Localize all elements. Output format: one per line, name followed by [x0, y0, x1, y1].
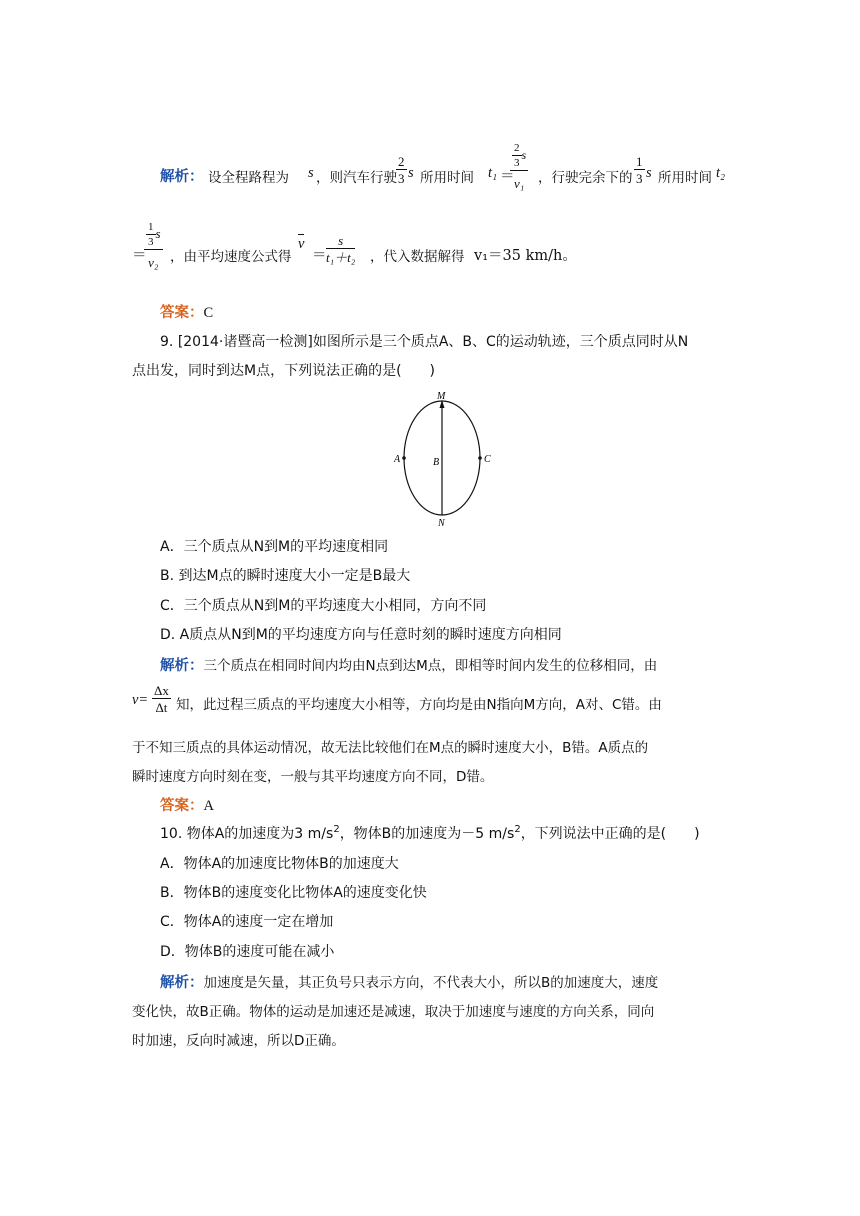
q9-option-b: B. 到达M点的瞬时速度大小一定是B最大	[160, 568, 411, 584]
var-s: s	[408, 165, 414, 181]
fraction-t2	[144, 222, 163, 269]
analysis-text: ，行驶完余下的	[538, 170, 633, 186]
q9-option-d: D. A质点从N到M的平均速度方向与任意时刻的瞬时速度方向相同	[160, 627, 562, 643]
trajectory-diagram	[378, 388, 508, 528]
analysis-label: 解析：	[160, 975, 204, 991]
analysis-text: 加速度是矢量，其正负号只表示方向，不代表大小，所以B的加速度大，速度	[203, 975, 659, 991]
point-a-dot	[402, 456, 406, 460]
superscript: 2	[514, 824, 521, 835]
q9-option-a: A．三个质点从N到M的平均速度相同	[160, 539, 389, 555]
var-v1: v₁	[513, 176, 525, 191]
question-stem: 10. 物体A的加速度为3 m/s	[160, 826, 334, 842]
var-t2: t₂	[716, 165, 726, 181]
question-stem: ，下列说法中正确的是( )	[520, 826, 700, 842]
q9-analysis-line1	[160, 654, 657, 675]
fraction-t1	[510, 143, 528, 190]
var-t1: t₁	[488, 165, 498, 181]
frac-den: Δt	[155, 700, 168, 715]
analysis-text: 所用时间	[420, 170, 474, 186]
frac-den: 3	[398, 171, 405, 186]
var-v-bar: v	[298, 236, 305, 252]
answer-label: 答案：	[160, 798, 204, 814]
label-b: B	[433, 457, 440, 468]
equals-sign: ＝	[500, 169, 515, 185]
q8-answer	[160, 301, 213, 322]
analysis-text: 知，此过程三质点的平均速度大小相等，方向均是由N指向M方向，A对、C错。由	[176, 697, 662, 713]
v-equals: v=	[132, 692, 149, 708]
answer-label: 答案：	[160, 305, 204, 321]
frac-den: t₁＋t₂	[326, 250, 356, 265]
var-s: s	[646, 165, 652, 181]
point-c-dot	[478, 456, 482, 460]
q10-option-d: D．物体B的速度可能在减小	[160, 944, 335, 960]
q9-analysis-line3: 于不知三质点的具体运动情况，故无法比较他们在M点的瞬时速度大小，B错。A质点的	[132, 740, 649, 756]
analysis-text: 所用时间	[658, 170, 712, 186]
frac-den: 3	[514, 157, 520, 169]
fraction-avg-v	[326, 234, 355, 264]
answer-value: A	[203, 798, 214, 814]
q10-option-c: C．物体A的速度一定在增加	[160, 914, 334, 930]
equals-sign: ＝	[132, 248, 147, 264]
answer-value: C	[203, 305, 214, 321]
analysis-label: 解析：	[160, 658, 204, 674]
question-number: 9.	[160, 334, 174, 350]
q10-analysis-line3: 时加速，反向时减速，所以D正确。	[132, 1033, 345, 1049]
result-text: v₁＝35 km/h。	[474, 248, 577, 264]
q9-analysis-line4: 瞬时速度方向时刻在变，一般与其平均速度方向不同，D错。	[132, 769, 494, 785]
q10-analysis-line1	[160, 971, 658, 992]
analysis-text: ，则汽车行驶	[316, 170, 397, 186]
analysis-text: ，由平均速度公式得	[170, 249, 292, 265]
var-s: s	[521, 147, 527, 162]
q9-stem-line2	[132, 360, 435, 380]
frac-num: s	[326, 234, 355, 249]
frac-den: 3	[148, 236, 154, 248]
frac-num: 2	[514, 142, 520, 154]
label-n: N	[438, 518, 445, 528]
label-a: A	[394, 454, 401, 465]
q9-answer	[160, 794, 214, 815]
fraction-dx-dt	[152, 684, 171, 714]
q9-option-c: C．三个质点从N到M的平均速度大小相同，方向不同	[160, 598, 487, 614]
frac-num-compound	[144, 222, 163, 250]
fraction-1-3	[634, 155, 645, 185]
var-s: s	[308, 165, 314, 181]
frac-num: 2	[398, 154, 405, 169]
analysis-text: 三个质点在相同时间内均由N点到达M点，即相等时间内发生的位移相同，由	[203, 658, 658, 674]
var-v2: v₂	[148, 255, 159, 270]
analysis-text: 设全程路程为	[208, 170, 289, 186]
frac-num-compound	[510, 143, 528, 171]
analysis-text: ，代入数据解得	[370, 249, 465, 265]
question-stem: 点出发，同时到达M点，下列说法正确的是( )	[132, 363, 436, 379]
fraction-2-3-inner	[512, 143, 522, 169]
label-c: C	[484, 454, 491, 465]
question-source: [2014·诸暨高一检测]	[177, 334, 313, 350]
analysis-label: 解析：	[160, 169, 204, 185]
fraction-1-3-inner	[146, 222, 156, 248]
superscript: 2	[333, 824, 340, 835]
label-m: M	[437, 391, 446, 402]
fraction-2-3	[396, 155, 407, 185]
question-stem: ，物体B的加速度为－5 m/s	[339, 826, 515, 842]
q10-analysis-line2: 变化快，故B正确。物体的运动是加速还是减速，取决于加速度与速度的方向关系，同向	[132, 1004, 655, 1020]
frac-num: Δx	[154, 683, 169, 698]
frac-num: 1	[636, 154, 643, 169]
q10-option-b: B．物体B的速度变化比物体A的速度变化快	[160, 885, 427, 901]
q9-stem-line1	[160, 331, 688, 351]
q10-stem	[160, 823, 700, 843]
frac-num: 1	[148, 221, 154, 233]
question-stem: 如图所示是三个质点A、B、C的运动轨迹，三个质点同时从N	[312, 334, 689, 350]
equals-sign: ＝	[312, 248, 327, 264]
var-s: s	[155, 225, 161, 241]
q10-option-a: A．物体A的加速度比物体B的加速度大	[160, 856, 399, 872]
frac-den: 3	[636, 171, 643, 186]
